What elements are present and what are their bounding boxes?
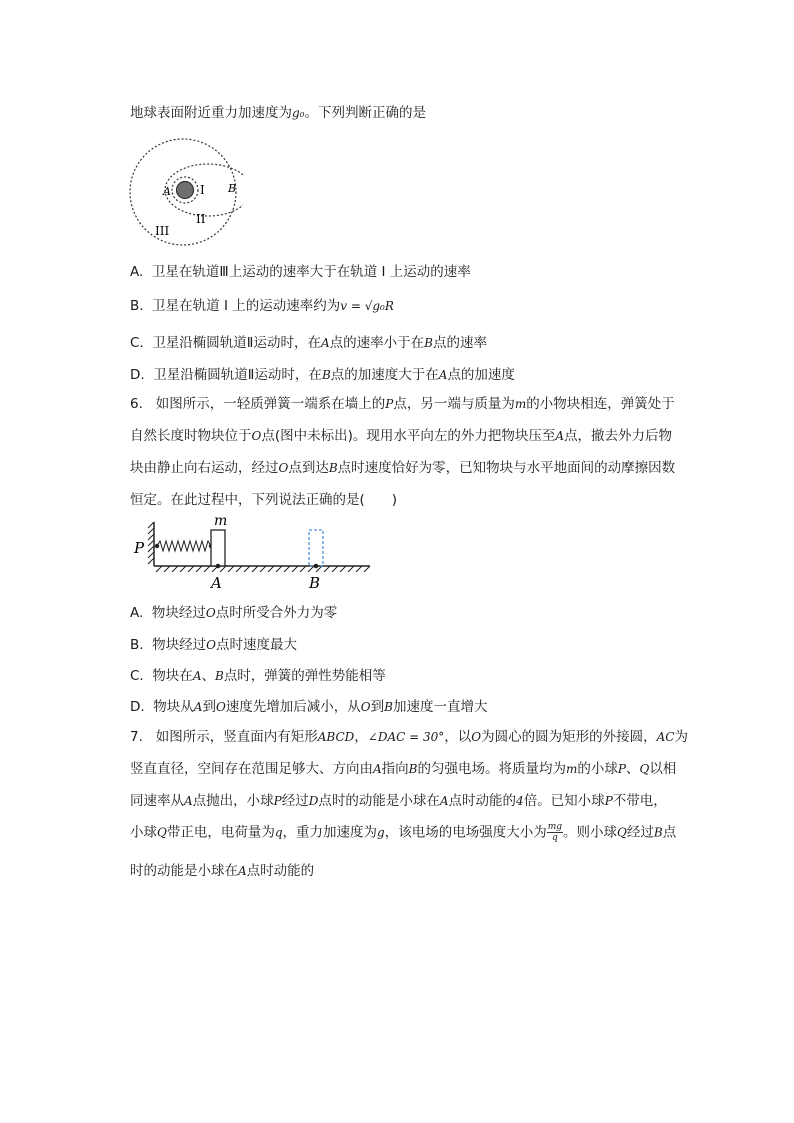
var: A (439, 794, 449, 808)
text: 的匀强电场。将质量均为 (417, 761, 566, 777)
text: 、 (625, 761, 640, 777)
option-text: 点的速率 (432, 335, 487, 351)
option-letter: D. (130, 367, 145, 383)
var: O (215, 700, 226, 714)
option-letter: D. (130, 699, 145, 715)
text: 恒定。在此过程中，下列说法正确的是( ) (130, 492, 398, 508)
option-text: 点的加速度大于在 (330, 367, 439, 383)
var: A (184, 794, 193, 808)
label-B: B (228, 182, 237, 195)
var: A (438, 368, 448, 382)
question-number: 6. (130, 396, 143, 412)
q5-option-d (130, 363, 515, 383)
orbit-figure (128, 138, 243, 248)
option-text: 点的加速度 (447, 367, 515, 383)
q6-line-2 (130, 427, 672, 445)
text: 指向 (381, 761, 409, 777)
option-text: 点的速率小于在 (329, 335, 425, 351)
label-A: A (211, 574, 222, 592)
var: B (408, 762, 418, 776)
option-text: 到 (202, 699, 216, 715)
option-letter: C. (130, 335, 144, 351)
var: B (214, 669, 224, 683)
text: 竖直直径，空间存在范围足够大、方向由 (130, 761, 373, 777)
label-A: A (163, 185, 171, 198)
text: 点，另一端与质量为 (393, 396, 515, 412)
label-orbit-II: II (196, 212, 206, 226)
text: 块由静止向右运动，经过 (130, 460, 279, 476)
option-text: 物块经过 (152, 637, 207, 653)
var: g (377, 825, 385, 840)
var: ∠DAC = 30° (367, 730, 445, 744)
var: Q (639, 762, 650, 776)
var: A (373, 762, 382, 776)
var: q (274, 825, 283, 840)
point-B (314, 564, 319, 569)
var-g0: g₀ (292, 106, 305, 120)
text: 不带电， (612, 793, 667, 809)
intro-line (130, 104, 426, 122)
text: 点时动能的 (246, 863, 315, 879)
text: 为 (674, 729, 688, 745)
var: A (555, 429, 565, 443)
var: P (385, 397, 394, 411)
text: 点到达 (288, 460, 329, 476)
q6-option-c (130, 664, 386, 684)
text: ，该电场的电场强度大小为 (384, 824, 547, 841)
option-text: 加速度一直增大 (392, 699, 488, 715)
var: B (321, 368, 331, 382)
intro-text: 地球表面附近重力加速度为 (130, 105, 292, 121)
text: 的小物块相连，弹簧处于 (526, 396, 675, 412)
q6-line-1 (130, 395, 675, 413)
label-orbit-I: I (200, 183, 205, 197)
var: D (308, 794, 319, 808)
fraction-denominator: q (551, 833, 558, 843)
var: Q (157, 825, 167, 840)
formula-v: v = √g₀R (340, 299, 394, 313)
var: B (328, 461, 338, 475)
text: ，重力加速度为 (282, 824, 378, 841)
text: ， (354, 729, 368, 745)
q6-option-d (130, 695, 487, 715)
text: 经过 (281, 793, 309, 809)
option-letter: C. (130, 668, 144, 684)
text: 带正电，电荷量为 (166, 824, 275, 841)
var: AC (656, 730, 675, 744)
option-text: 卫星沿椭圆轨道Ⅱ运动时，在 (152, 335, 321, 351)
var: P (604, 794, 613, 808)
text: 的小球 (577, 761, 618, 777)
var: A (320, 336, 330, 350)
q5-option-c (130, 331, 487, 351)
option-text: 卫星沿椭圆轨道Ⅱ运动时，在 (153, 367, 322, 383)
option-text: 速度先增加后减小，从 (225, 699, 361, 715)
label-B: B (309, 574, 321, 592)
q5-option-b (130, 294, 394, 314)
label-m: m (214, 514, 228, 529)
question-number: 7. (130, 729, 143, 745)
point-A (216, 564, 221, 569)
var: Q (617, 825, 627, 840)
option-letter: B. (130, 637, 144, 653)
earth (177, 182, 194, 199)
var: O (251, 429, 262, 443)
text: 点时的动能是小球在 (318, 793, 440, 809)
option-text: 物块从 (153, 699, 194, 715)
var: A (238, 864, 247, 878)
block-m (211, 530, 225, 566)
q6-option-a (130, 601, 337, 621)
var: O (278, 461, 289, 475)
var: ABCD (317, 730, 355, 744)
option-text: 物块经过 (151, 605, 206, 621)
var: m (566, 762, 578, 776)
option-text: 物块在 (152, 668, 193, 684)
label-orbit-III: III (155, 224, 170, 238)
option-text: 卫星在轨道Ⅲ上运动的速率大于在轨道 I 上运动的速率 (151, 264, 471, 280)
text: 时的动能是小球在 (130, 863, 238, 879)
q5-option-a (130, 260, 471, 280)
var: B (653, 825, 663, 840)
text: 为圆心的圆为矩形的外接圆， (481, 729, 657, 745)
q7-line-5 (130, 862, 314, 880)
option-text: 点时速度最大 (216, 637, 297, 653)
q7-line-2 (130, 760, 676, 778)
text: 同速率从 (130, 793, 184, 809)
text: 点(图中未标出)。现用水平向左的外力把物块压至 (261, 428, 556, 444)
q6-line-4 (130, 491, 397, 509)
option-letter: B. (130, 298, 144, 314)
option-letter: A. (130, 605, 144, 621)
spring (157, 541, 211, 551)
ground-hatch (156, 566, 370, 572)
var: O (205, 606, 216, 620)
q7-line-4 (130, 822, 676, 843)
var: P (273, 794, 282, 808)
wall-hatch (148, 522, 154, 564)
text: 点抛出，小球 (192, 793, 274, 809)
var: B (424, 336, 433, 350)
text: 点，撤去外力后物 (564, 428, 673, 444)
text: 如图所示，一轻质弹簧一端系在墙上的 (155, 396, 386, 412)
var: B (384, 700, 393, 714)
spring-figure (130, 514, 375, 594)
fraction (547, 822, 563, 843)
option-text: 、 (201, 668, 215, 684)
text: 经过 (626, 824, 654, 841)
text: 点时速度恰好为零，已知物块与水平地面间的动摩擦因数 (337, 460, 676, 476)
text: 以相 (649, 761, 677, 777)
text: 点时动能的 (448, 793, 517, 809)
var: A (192, 669, 202, 683)
var: O (471, 730, 482, 744)
var: A (193, 700, 203, 714)
text: 如图所示，竖直面内有矩形 (155, 729, 318, 745)
text: 点 (662, 824, 677, 841)
var: P (617, 762, 626, 776)
text: 倍。已知小球 (523, 793, 605, 809)
q6-option-b (130, 633, 297, 653)
var: O (206, 638, 216, 652)
var: 4 (516, 794, 524, 808)
fraction-numerator: mg (547, 822, 563, 832)
text: 自然长度时物块位于 (130, 428, 252, 444)
text: ，以 (444, 729, 472, 745)
text: 。则小球 (563, 824, 618, 841)
q7-line-1 (130, 728, 688, 746)
option-text: 点时所受合外力为零 (215, 605, 338, 621)
q6-line-3 (130, 459, 675, 477)
var: m (514, 397, 527, 411)
label-P: P (134, 539, 145, 557)
option-text: 卫星在轨道 I 上的运动速率约为 (152, 298, 341, 314)
q7-line-3 (130, 792, 667, 810)
option-text: 点时，弹簧的弹性势能相等 (223, 668, 386, 684)
text: 小球 (130, 824, 157, 841)
intro-suffix: 。下列判断正确的是 (304, 105, 426, 121)
option-letter: A. (130, 264, 144, 280)
var: O (360, 700, 371, 714)
option-text: 到 (370, 699, 385, 715)
block-b-dashed (309, 530, 323, 566)
